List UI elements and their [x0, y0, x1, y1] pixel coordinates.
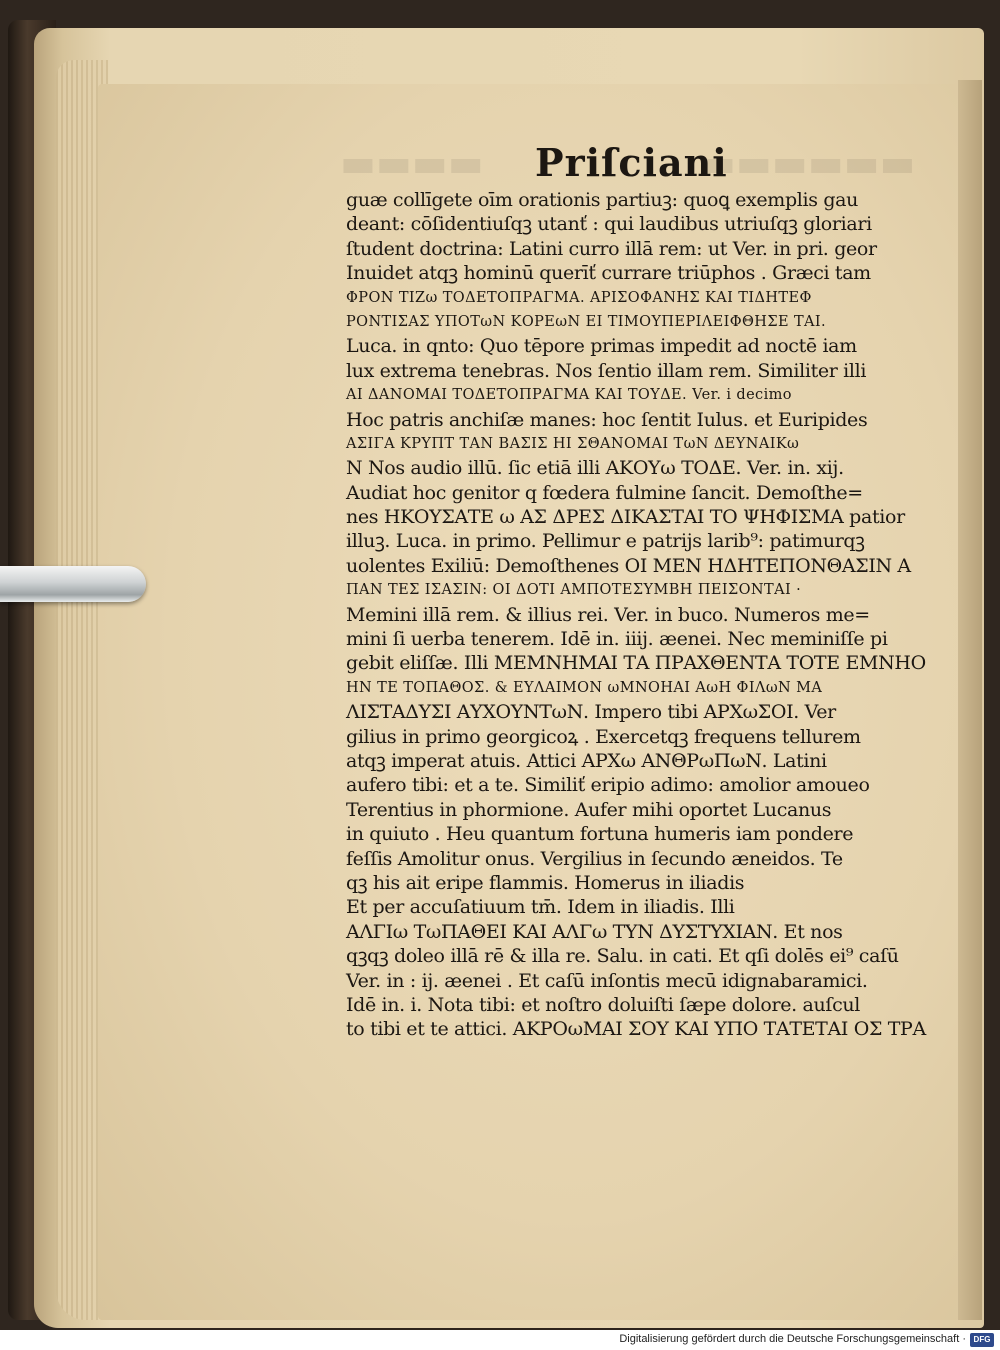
bleed-through-shadow: ▬▬▬▬ [340, 140, 484, 185]
text-line: aufero tibi: et a te. Similiť eripio adimo: amolior amoueo [346, 774, 870, 797]
text-line: Hoc patris anchiſæ manes: hoc ſentit Iulus. et Euripides [346, 408, 868, 431]
text-line: ΑΣΙΓΑ ΚΡΥΠΤ ΤΑΝ ΒΑΣΙΣ ΗΙ ΣΘΑΝΟΜΑΙ ΤωΝ ΔΕΥΝΑΙΚω [346, 435, 800, 452]
text-line: Ver. in : ij. æenei . Et caſū inſontis mecū idignabaramici. [346, 969, 868, 992]
page-right-edge [958, 80, 982, 1320]
text-line: deant: cōſidentiuſqꝫ utanť : qui laudibus utriuſqꝫ gloriari [346, 213, 872, 236]
text-line: Et per accuſatiuum tm̄. Idem in iliadis. Illi [346, 896, 735, 919]
text-line: qꝫ his ait eripe flammis. Homerus in iliadis [346, 871, 745, 894]
footer-bar [0, 1330, 1000, 1350]
text-line: Memini illā rem. & illius rei. Ver. in buco. Numeros me= [346, 603, 870, 626]
text-line: mini ſi uerba tenerem. Idē in. iiij. æenei. Nec meminiſſe pi [346, 628, 888, 651]
text-line: Ν Nos audio illū. ſic etiā illi ΑΚΟΥω ΤΟΔΕ. Ver. in. xij. [346, 457, 844, 480]
text-line: uolentes Exiliū: Demoſthenes ΟΙ ΜΕΝ ΗΔΗΤΕΠΟΝΘΑΣΙΝ Α [346, 554, 911, 577]
text-line: gebit eliſſæ. Illi ΜΕΜΝΗΜΑΙ ΤΑ ΠΡΑΧΘΕΝΤΑ ΤΟΤΕ ΕΜΝΗΟ [346, 652, 926, 675]
text-line: Luca. in qnto: Quo tēpore primas impedit ad noctē iam [346, 335, 857, 358]
text-block [346, 188, 926, 1042]
text-line: in quiuto . Heu quantum fortuna humeris iam pondere [346, 823, 854, 846]
text-line: ΛΙΣΤΑΔΥΣΙ ΑΥΧΟΥΝΤωΝ. Impero tibi ΑΡΧωΣΟΙ. Ver [346, 701, 836, 724]
text-line: ΑΛΓΙω ΤωΠΑΘΕΙ ΚΑΙ ΑΛΓω ΤΥΝ ΔΥΣΤΥΧΙΑΝ. Et nos [346, 920, 843, 943]
text-line: ΑΙ ΔΑΝΟΜΑΙ ΤΟΔΕΤΟΠΡΑΓΜΑ ΚΑΙ ΤΟΥΔΕ. Ver. i decimo [346, 387, 792, 404]
text-line: Terentius in phormione. Aufer mihi oportet Lucanus [346, 798, 832, 821]
text-line: feſſis Amolitur onus. Vergilius in ſecundo æneidos. Te [346, 847, 843, 870]
text-line: ΠΑΝ ΤΕΣ ΙΣΑΣΙΝ: ΟΙ ΔΟΤΙ ΑΜΠΟΤΕΣΥΜΒΗ ΠΕΙΣΟΝΤΑΙ · [346, 582, 802, 599]
bleed-through-shadow: ▬▬▬▬▬▬ [700, 140, 916, 185]
text-line: atqꝫ imperat atuis. Attici ΑΡΧω ΑΝΘΡωΠωΝ. Latini [346, 749, 827, 772]
text-line: guæ collīgete oīm orationis partiuꝫ: quoꝗ exemplis gau [346, 189, 858, 211]
running-header: Priſciani [535, 140, 728, 185]
text-line: gilius in primo georgicoꝝ . Exercetqꝫ frequens tellurem [346, 725, 861, 748]
text-line: Audiat hoc genitor q fœdera fulmine ſancit. Demoſthe= [346, 481, 863, 504]
funding-credit[interactable]: Digitalisierung gefördert durch die Deutsche Forschungsgemeinschaft · [619, 1333, 966, 1345]
text-line: ΡΟΝΤΙΣΑΣ ΥΠΟΤωΝ ΚΟΡΕωΝ ΕΙ ΤΙΜΟΥΠΕΡΙΛΕΙΦΘΗΣΕ ΤΑΙ. [346, 313, 827, 330]
text-line: to tibi et te attici. ΑΚΡΟωΜΑΙ ΣΟΥ ΚΑΙ ΥΠΟ ΤΑΤΕΤΑΙ ΟΣ ΤΡΑ [346, 1018, 926, 1041]
text-line: ſtudent doctrina: Latini curro illā rem: ut Ver. in pri. geor [346, 237, 877, 260]
glass-rod [0, 566, 146, 602]
dfg-logo[interactable]: DFG [970, 1333, 994, 1347]
text-line: Idē in. i. Nota tibi: et noſtro doluiſti ſæpe dolore. auſcul [346, 993, 860, 1016]
text-line: lux extrema tenebras. Nos ſentio illam rem. Similiter illi [346, 359, 867, 382]
text-line: nes ΗΚΟΥΣΑΤΕ ω ΑΣ ΔΡΕΣ ΔΙΚΑΣΤΑΙ ΤΟ ΨΗΦΙΣΜΑ patior [346, 506, 905, 529]
text-line: qꝫqꝫ doleo illā rē & illa re. Salu. in cati. Et qſi dolēs ei⁹ caſū [346, 945, 899, 968]
text-line: Inuidet atqꝫ hominū querīť currare triūphos . Græci tam [346, 262, 871, 285]
text-line: illuꝫ. Luca. in primo. Pellimur e patrijs larib⁹: patimurqꝫ [346, 530, 865, 553]
text-line: ΦΡΟΝ ΤΙΖω ΤΟΔΕΤΟΠΡΑΓΜΑ. ΑΡΙΣΟΦΑΝΗΣ ΚΑΙ ΤΙΔΗΤΕΦ [346, 289, 812, 306]
text-line: ΗΝ ΤΕ ΤΟΠΑΘΟΣ. & ΕΥΛΑΙΜΟΝ ωΜΝΟΗΑΙ ΑωΗ ΦΙΛωΝ ΜΑ [346, 679, 823, 696]
